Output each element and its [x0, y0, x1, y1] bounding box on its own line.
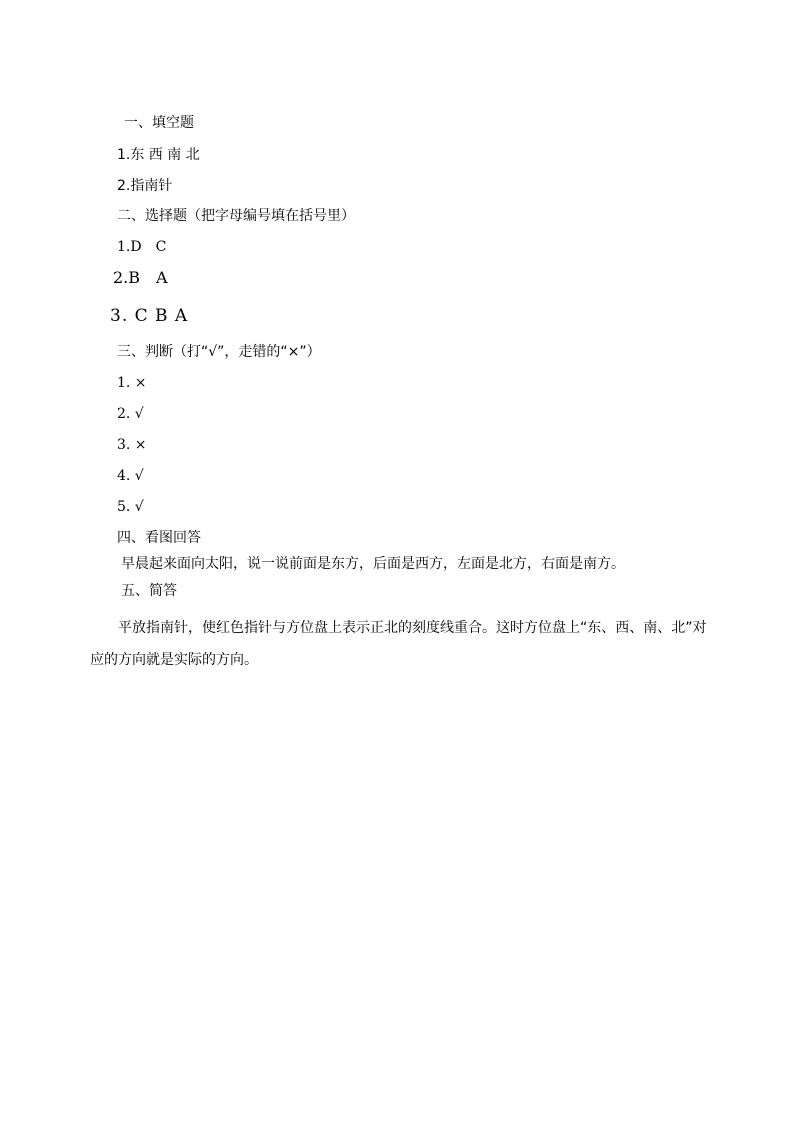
section-2-heading: 二、选择题（把字母编号填在括号里）: [117, 208, 355, 224]
section-5-answer: 平放指南针，使红色指针与方位盘上表示正北的刻度线重合。这时方位盘上“东、西、南、北”对应的方向就是实际的方向。: [90, 620, 707, 668]
section-3-heading: 三、判断（打“√”，走错的“×”）: [117, 344, 321, 360]
section-1-item-1: 1.东 西 南 北: [117, 147, 200, 163]
section-3-item-4: 4. √: [117, 468, 144, 484]
section-2-item-3: 3. C B A: [110, 306, 189, 326]
section-4-heading: 四、看图回答: [117, 530, 201, 546]
section-2-item-1: 1.D C: [117, 239, 167, 255]
section-1-heading: 一、填空题: [124, 115, 194, 131]
section-2-item-2: 2.B A: [113, 268, 168, 287]
section-3-item-3: 3. ×: [117, 437, 147, 453]
section-4-answer: 早晨起来面向太阳，说一说前面是东方，后面是西方，左面是北方，右面是南方。: [121, 556, 625, 572]
section-3-item-5: 5. √: [117, 499, 144, 515]
section-3-item-2: 2. √: [117, 406, 144, 422]
section-3-item-1: 1. ×: [117, 375, 147, 391]
section-1-item-2: 2.指南针: [117, 178, 173, 194]
section-5-heading: 五、简答: [121, 583, 177, 599]
